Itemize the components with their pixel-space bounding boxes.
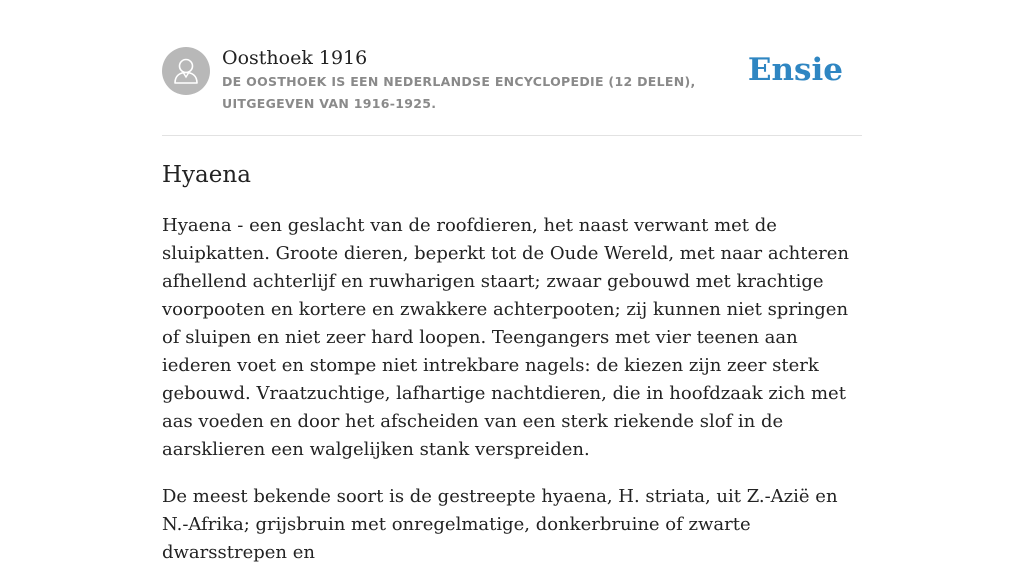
brand-logo[interactable]: Ensie — [747, 52, 843, 88]
source-name[interactable]: Oosthoek 1916 — [222, 47, 368, 69]
source-description: DE OOSTHOEK IS EEN NEDERLANDSE ENCYCLOPEDIE (12 DELEN), UITGEGEVEN VAN 1916-1925. — [222, 74, 696, 111]
source-header — [162, 0, 862, 136]
article-title: Hyaena — [162, 162, 251, 188]
user-icon — [162, 47, 210, 95]
article-body — [162, 212, 862, 586]
page — [162, 0, 862, 563]
source-avatar[interactable] — [162, 47, 210, 95]
article-paragraph-1: Hyaena - een geslacht van de roofdieren, het naast verwant met de sluipkatten. Groote dieren, beperkt tot de Oude Wereld, met naar achteren afhellend achterlijf en ruwharigen staart; zwaar gebouwd met krachtige voorpooten en kortere en zwakkere achterpooten; zij kunnen niet springen of sluipen en niet zeer hard loopen. Teengangers met vier teenen aan iederen voet en stompe niet intrekbare nagels: de kiezen zijn zeer sterk gebouwd. Vraatzuchtige, lafhartige nachtdieren, die in hoofdzaak zich met aas voeden en door het afscheiden van een sterk riekende slof in de aarsklieren een walgelijken stank verspreiden. — [162, 215, 849, 460]
article-paragraph-2: De meest bekende soort is de gestreepte hyaena, H. striata, uit Z.-Azië en N.-Afrika; grijsbruin met onregelmatige, donkerbruine of zwarte dwarsstrepen en — [162, 486, 838, 563]
